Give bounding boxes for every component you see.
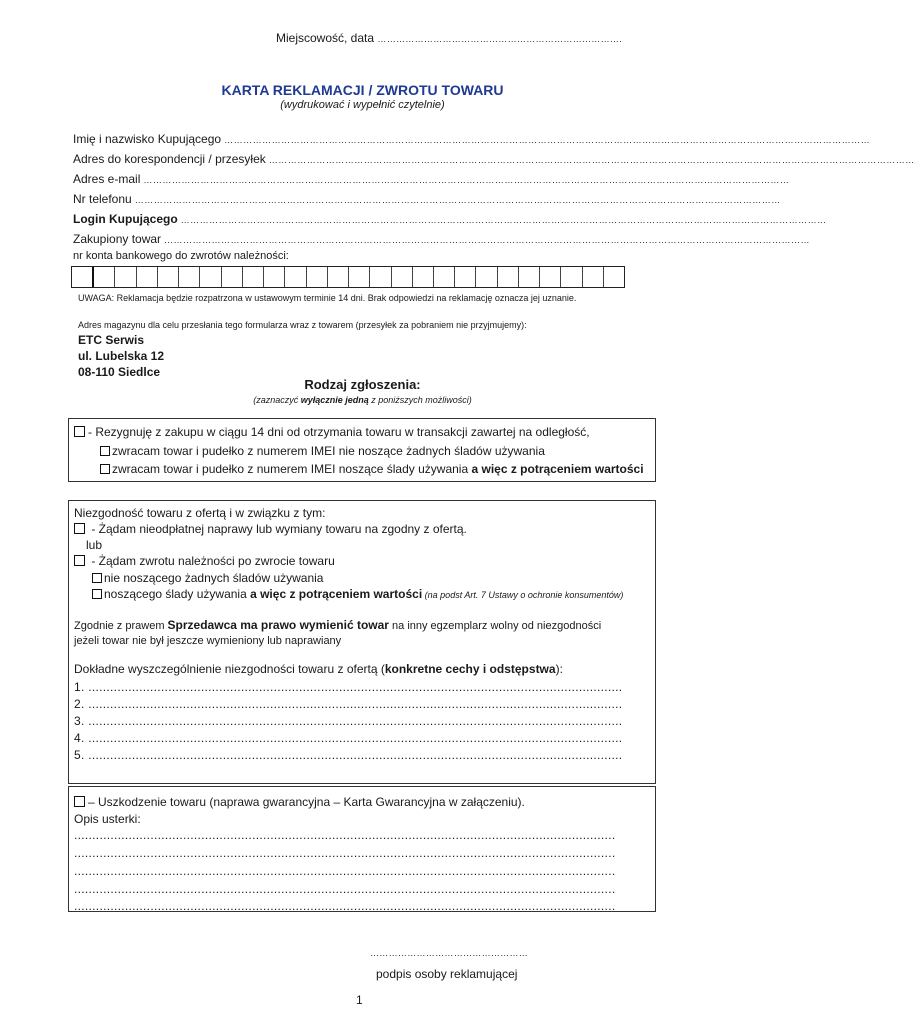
checkbox-icon[interactable]: [74, 426, 85, 437]
field-account-label: nr konta bankowego do zwrotów należności:: [73, 250, 289, 262]
field-address[interactable]: [73, 152, 915, 166]
signature-label: podpis osoby reklamującej: [376, 967, 518, 981]
field-login[interactable]: [73, 212, 827, 226]
field-purchased[interactable]: [73, 232, 811, 246]
damage-option[interactable]: – Uszkodzenie towaru (naprawa gwarancyjna – Karta Gwarancyjna w załączeniu).: [74, 795, 525, 809]
field-email-dots: ……………………………………………………………………………………………………………………………………………………………………………………: [143, 175, 790, 185]
checkbox-icon[interactable]: [74, 523, 85, 534]
law-text: Zgodnie z prawem Sprzedawca ma prawo wymienić towar na inny egzemplarz wolny od niezgodności: [74, 618, 602, 632]
nonconformity-intro: Niezgodność towaru z ofertą i w związku z tym:: [74, 506, 326, 520]
checkbox-icon[interactable]: [74, 796, 85, 807]
field-email[interactable]: [73, 172, 790, 186]
page-title: KARTA REKLAMACJI / ZWROTU TOWARU: [221, 82, 504, 98]
checkbox-icon[interactable]: [100, 446, 110, 456]
notice-text: UWAGA: Reklamacja będzie rozpatrzona w ustawowym terminie 14 dni. Brak odpowiedzi na reklamację oznacza jej uznanie.: [78, 293, 577, 303]
field-address-dots: ……………………………………………………………………………………………………………………………………………………………………………………: [268, 155, 915, 165]
field-purchased-dots: ……………………………………………………………………………………………………………………………………………………………………………………: [164, 235, 811, 245]
checkbox-icon[interactable]: [92, 589, 102, 599]
withdrawal-unused-option[interactable]: [100, 444, 545, 458]
field-address-label: Adres do korespondencji / przesyłek: [73, 152, 266, 166]
warehouse-city: 08-110 Siedlce: [78, 365, 161, 379]
field-name[interactable]: [73, 132, 871, 146]
place-date-label: Miejscowość, data: [276, 31, 375, 45]
law-text-line2: jeżeli towar nie był jeszcze wymieniony lub naprawiany: [74, 635, 342, 647]
detail-line-4[interactable]: 4. ...................................................................................................................................................: [74, 731, 623, 745]
place-date-dots: …………………………………………………………………….: [377, 34, 622, 44]
detail-line-5[interactable]: 5. ...................................................................................................................................................: [74, 748, 623, 762]
checkbox-icon[interactable]: [92, 573, 102, 583]
field-name-dots: ……………………………………………………………………………………………………………………………………………………………………………………: [224, 135, 871, 145]
page-subtitle: (wydrukować i wypełnić czytelnie): [280, 99, 445, 111]
warehouse-street: ul. Lubelska 12: [78, 349, 165, 363]
repair-option[interactable]: - Żądam nieodpłatnej naprawy lub wymiany towaru na zgodny z ofertą.: [74, 522, 467, 536]
detail-line-3[interactable]: 3. ...................................................................................................................................................: [74, 714, 623, 728]
field-name-label: Imię i nazwisko Kupującego: [73, 132, 222, 146]
report-type-title: Rodzaj zgłoszenia:: [304, 377, 421, 392]
withdrawal-unused-label: zwracam towar i pudełko z numerem IMEI nie noszące żadnych śladów używania: [112, 444, 545, 458]
signature-dots[interactable]: ……………………………………………: [370, 948, 529, 958]
or-text: lub: [86, 538, 103, 552]
details-label: Dokładne wyszczególnienie niezgodności towaru z ofertą (konkretne cechy i odstępstwa):: [74, 662, 563, 676]
field-email-label: Adres e-mail: [73, 172, 141, 186]
refund-used-option[interactable]: noszącego ślady używania a więc z potrąceniem wartości (na podst Art. 7 Ustawy o ochronie konsumentów): [92, 587, 623, 601]
detail-line-2[interactable]: 2. ...................................................................................................................................................: [74, 697, 623, 711]
checkbox-icon[interactable]: [74, 555, 85, 566]
field-phone-label: Nr telefonu: [73, 192, 132, 206]
damage-line-1[interactable]: .....................................................................................................................................................: [74, 828, 616, 842]
damage-desc-label: Opis usterki:: [74, 812, 141, 826]
warehouse-intro: Adres magazynu dla celu przesłania tego formularza wraz z towarem (przesyłek za pobraniem nie przyjmujemy):: [78, 320, 527, 330]
field-purchased-label: Zakupiony towar: [73, 232, 162, 246]
page-number: 1: [356, 993, 363, 1007]
checkbox-icon[interactable]: [100, 464, 110, 474]
field-phone[interactable]: [73, 192, 781, 206]
refund-unused-option[interactable]: nie noszącego żadnych śladów używania: [92, 571, 323, 585]
field-login-dots: ……………………………………………………………………………………………………………………………………………………………………………………: [180, 215, 827, 225]
withdrawal-used-option[interactable]: zwracam towar i pudełko z numerem IMEI noszące ślady używania a więc z potrąceniem wartości: [100, 462, 644, 476]
damage-line-5[interactable]: .....................................................................................................................................................: [74, 899, 616, 913]
report-type-hint: (zaznaczyć wyłącznie jedną z poniższych możliwości): [253, 395, 472, 405]
withdrawal-label: - Rezygnuję z zakupu w ciągu 14 dni od otrzymania towaru w transakcji zawartej na odległość,: [88, 425, 590, 439]
warehouse-name: ETC Serwis: [78, 333, 145, 347]
detail-line-1[interactable]: 1. ...................................................................................................................................................: [74, 680, 623, 694]
damage-line-4[interactable]: .....................................................................................................................................................: [74, 882, 616, 896]
damage-line-3[interactable]: .....................................................................................................................................................: [74, 864, 616, 878]
refund-option[interactable]: - Żądam zwrotu należności po zwrocie towaru: [74, 554, 335, 568]
field-phone-dots: ……………………………………………………………………………………………………………………………………………………………………………………: [134, 195, 781, 205]
damage-line-2[interactable]: .....................................................................................................................................................: [74, 846, 616, 860]
field-login-label: Login Kupującego: [73, 212, 178, 226]
place-date-line: [276, 31, 622, 45]
account-number-input[interactable]: [71, 266, 625, 288]
withdrawal-option[interactable]: [74, 425, 590, 439]
